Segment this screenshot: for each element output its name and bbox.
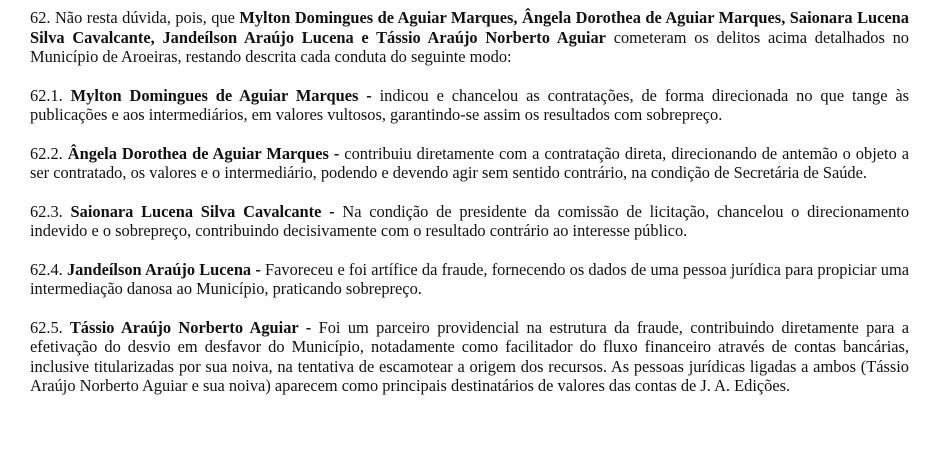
- conduct-description: Na condição de presidente da comissão de licitação, chancelou o direcionamento indevido e o sobrepreço, contribuindo decisivamente com o resultado contrário ao interesse público.: [30, 201, 910, 240]
- paragraph-number: 62.5.: [30, 317, 63, 337]
- paragraph-62-5: [30, 318, 909, 396]
- defendant-name: Tássio Araújo Norberto Aguiar -: [62, 317, 312, 337]
- defendant-name: Mylton Domingues de Aguiar Marques -: [62, 85, 372, 105]
- paragraph-62: [30, 8, 909, 67]
- paragraph-number: 62.4.: [30, 259, 63, 279]
- conduct-description: Foi um parceiro providencial na estrutura da fraude, contribuindo diretamente para a efetivação do desvio em desfavor do Município, notadamente como facilitador do fluxo financeiro através de contas bancárias, inclusive titularizadas por sua noiva, na tentativa de escamotear a origem dos recursos. As pessoas jurídicas ligadas a ambos (Tássio Araújo Norberto Aguiar e sua noiva) aparecem como principais destinatários de valores das contas de J. A. Edições.: [30, 317, 909, 395]
- paragraph-62-1: [30, 86, 909, 125]
- paragraph-62-2: [30, 144, 909, 183]
- conduct-description: contribuiu diretamente com a contratação direta, direcionando de antemão o objeto a ser contratado, os valores e o intermediário, podendo e devendo agir sem sentido contrário, na condição de Secretária de Saúde.: [30, 143, 910, 182]
- defendant-names: Mylton Domingues de Aguiar Marques, Ângela Dorothea de Aguiar Marques, Saionara Lucena Silva Cavalcante, Jandeílson Araújo Lucena e Tássio Araújo Norberto Aguiar: [30, 8, 909, 47]
- text-run: cometeram os delitos acima detalhados no Município de Aroeiras, restando descrita cada conduta do seguinte modo:: [30, 27, 909, 66]
- conduct-description: Favoreceu e foi artífice da fraude, fornecendo os dados de uma pessoa jurídica para propiciar uma intermediação danosa ao Município, praticando sobrepreço.: [30, 259, 910, 298]
- text-run: Não resta dúvida, pois, que: [50, 8, 240, 27]
- paragraph-number: 62.: [30, 8, 51, 27]
- defendant-name: Jandeílson Araújo Lucena -: [62, 259, 261, 279]
- defendant-name: Ângela Dorothea de Aguiar Marques -: [62, 143, 340, 163]
- paragraph-62-3: [30, 202, 909, 241]
- paragraph-number: 62.3.: [30, 201, 63, 221]
- defendant-name: Saionara Lucena Silva Cavalcante -: [62, 201, 335, 221]
- paragraph-number: 62.2.: [30, 143, 63, 163]
- paragraph-62-4: [30, 260, 909, 299]
- paragraph-number: 62.1.: [30, 85, 63, 105]
- conduct-description: indicou e chancelou as contratações, de forma direcionada no que tange às publicações e aos intermediários, em valores vultosos, garantindo-se assim os resultados com sobrepreço.: [30, 85, 909, 124]
